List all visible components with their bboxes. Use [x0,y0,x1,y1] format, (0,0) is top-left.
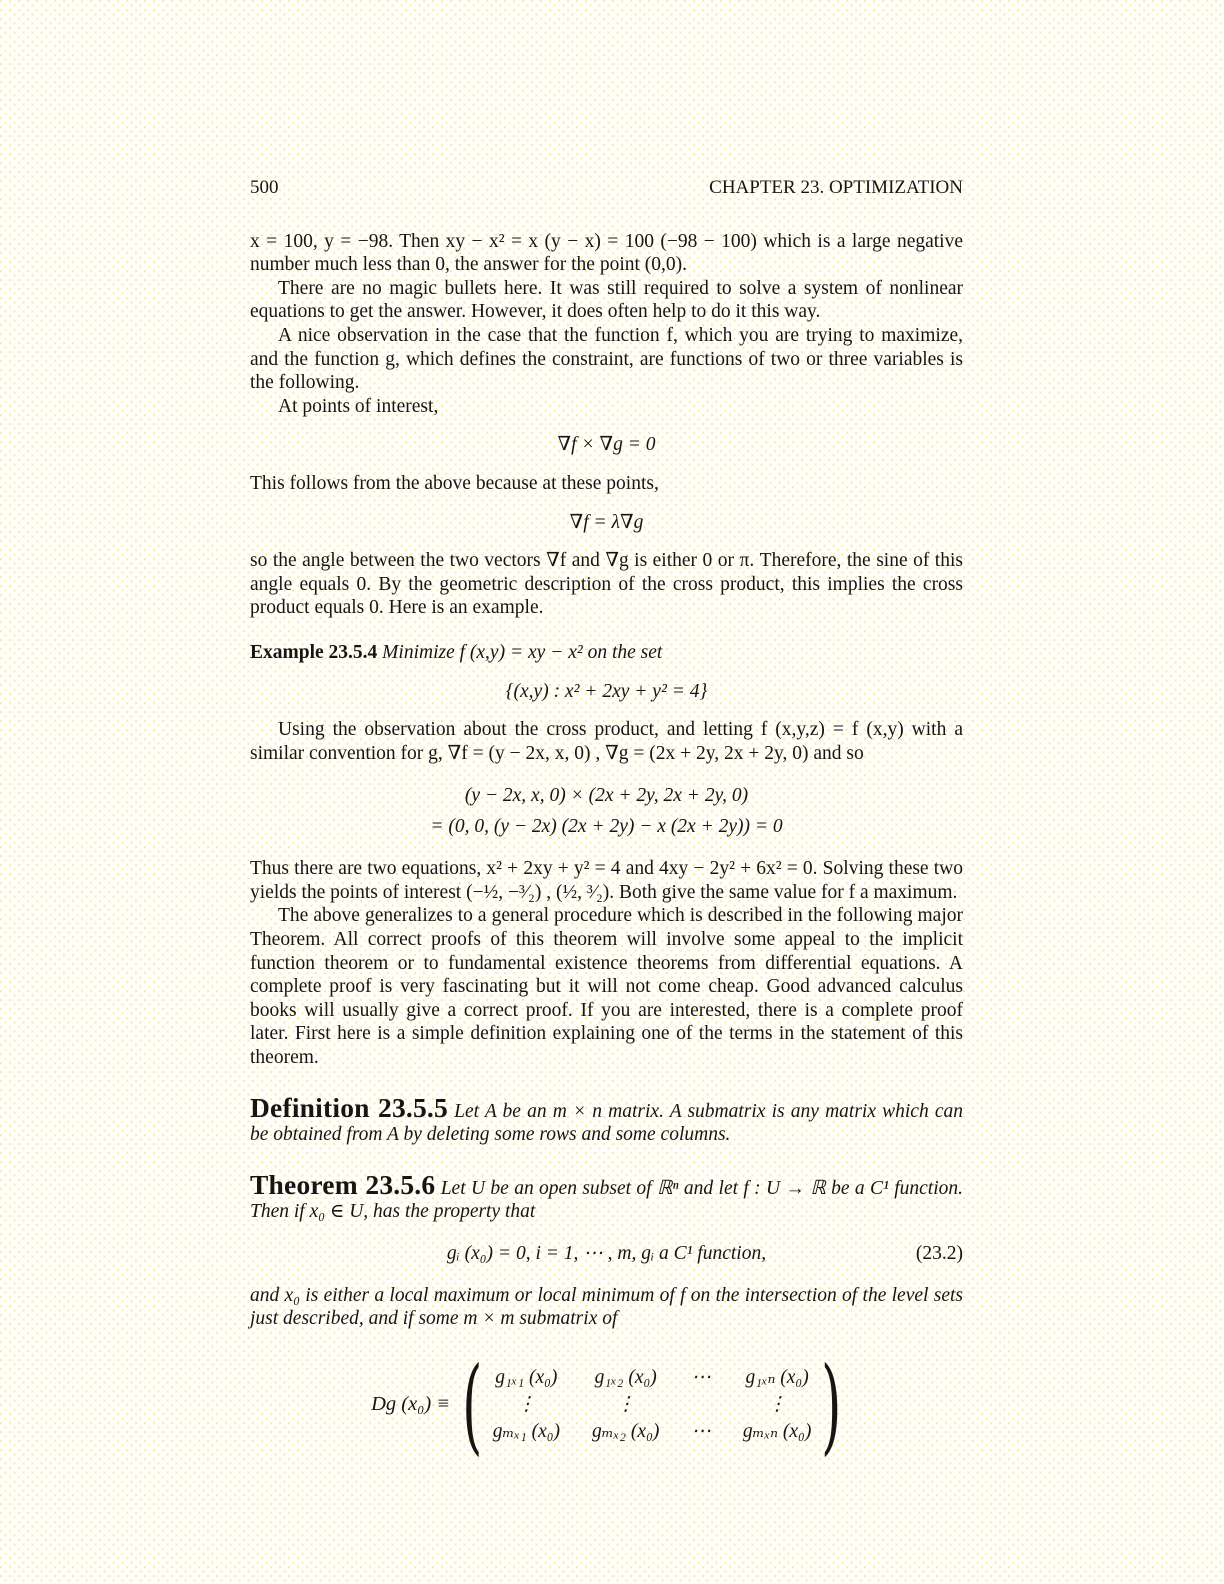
matrix-grid [483,1366,822,1444]
theorem-23-5-6 [250,1168,963,1224]
jacobian-matrix-display [250,1343,963,1466]
paragraph-follows-from-above: This follows from the above because at these points, [250,472,659,494]
definition-statement: Let A be an m × n matrix. A submatrix is any matrix which can be obtained from A by deleting some rows and some columns. [250,1100,964,1146]
definition-23-5-5 [250,1091,964,1147]
definition-label: Definition 23.5.5 [250,1091,448,1123]
example-label: Example 23.5.4 [250,641,378,663]
example-statement: Minimize f (x,y) = xy − x² on the set [382,641,663,663]
matrix-cell: gₘₓₙ (x₀) [742,1420,812,1442]
matrix-cell: g₁ₓ₁ (x₀) [495,1366,558,1388]
equation-constraint-set: {(x,y) : x² + 2xy + y² = 4} [505,680,708,702]
chapter-running-title: CHAPTER 23. OPTIMIZATION [709,177,963,198]
paragraph-no-magic-bullets: There are no magic bullets here. It was still required to solve a system of nonlinear equations to get the answer. However, it does often help to do it this way. [250,277,963,323]
theorem-label: Theorem 23.5.6 [250,1168,436,1200]
example-23-5-4 [250,641,963,665]
matrix-cell: g₁ₓ₂ (x₀) [594,1366,657,1388]
left-parenthesis: ( [462,1343,483,1466]
paragraph-points-of-interest: At points of interest, [278,395,439,417]
page-number: 500 [250,177,279,198]
paragraph-two-equations: Thus there are two equations, x² + 2xy + y² = 4 and 4xy − 2y² + 6x² = 0. Solving these two yields the points of interest (−½, −³⁄₂) , (½, ³⁄₂). Both give the same value for f a maximum. [250,858,963,903]
paragraph-nice-observation: A nice observation in the case that the function f, which you are trying to maximize, and the function g, which defines the constraint, are functions of two or three variables is the following. [250,324,963,394]
matrix-cell: ⋯ [691,1366,711,1388]
matrix-cell: gₘₓ₁ (x₀) [492,1420,561,1442]
matrix-cell: ⋮ [615,1393,636,1415]
paragraph-negative-number: x = 100, y = −98. Then xy − x² = x (y − x) = 100 (−98 − 100) which is a large negative number much less than 0, the answer for the point (0,0). [250,230,963,276]
matrix-cell: ⋯ [691,1420,711,1442]
theorem-statement: Let U be an open subset of ℝⁿ and let f : U → ℝ be a C¹ function. Then if x₀ ∈ U, has the property that [250,1177,963,1223]
equation-23-2 [250,1242,963,1266]
page-header [250,176,963,200]
matrix-lhs: Dg (x₀) ≡ [371,1392,451,1415]
equation-gradient-lambda: ∇f = λ∇g [569,511,644,533]
paragraph-using-observation: Using the observation about the cross product, and letting f (x,y,z) = f (x,y) with a similar convention for g, ∇f = (y − 2x, x, 0) , ∇g = (2x + 2y, 2x + 2y, 0) and so [250,719,963,764]
paragraph-generalizes: The above generalizes to a general procedure which is described in the following major Theorem. All correct proofs of this theorem will involve some appeal to the implicit function theorem or to fundamental existence theorems from differential equations. A complete proof is very fascinating but it will not come cheap. Good advanced calculus books will usually give a correct proof. If you are interested, there is a complete proof later. First here is a simple definition explaining one of the terms in the statement of this theorem. [250,905,963,1069]
matrix-cell: g₁ₓₙ (x₀) [745,1366,809,1388]
matrix-cell: ⋮ [516,1393,537,1415]
equation-23-2-body: gᵢ (x₀) = 0, i = 1, ⋯ , m, gᵢ a C¹ function, [446,1243,767,1264]
right-parenthesis: ) [821,1343,842,1466]
equation-line-2: = (0, 0, (y − 2x) (2x + 2y) − x (2x + 2y)) = 0 [430,816,783,838]
equation-number-tag: (23.2) [915,1243,963,1264]
equation-cross-product-expansion [250,780,963,842]
matrix-cell: gₘₓ₂ (x₀) [592,1420,660,1442]
equation-cross-product: ∇f × ∇g = 0 [557,434,656,456]
equation-line-1: (y − 2x, x, 0) × (2x + 2y, 2x + 2y, 0) [464,785,749,807]
paragraph-angle-between-vectors: so the angle between the two vectors ∇f and ∇g is either 0 or π. Therefore, the sine of this angle equals 0. By the geometric description of the cross product, this implies the cross product equals 0. Here is an example. [250,550,963,619]
paragraph-local-max-min: and x₀ is either a local maximum or local minimum of f on the intersection of the level sets just described, and if some m × m submatrix of [250,1284,963,1330]
matrix-cell: ⋮ [767,1393,787,1415]
